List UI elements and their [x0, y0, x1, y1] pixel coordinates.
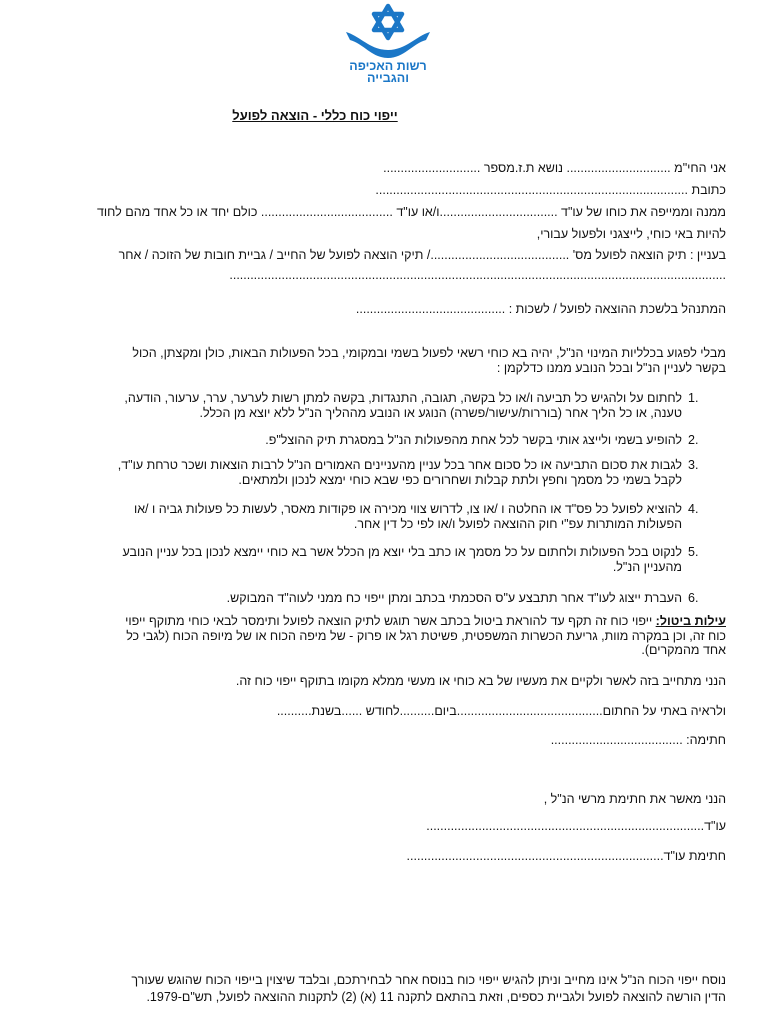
- cancellation-label: עילות ביטול:: [655, 614, 726, 628]
- signature-field[interactable]: חתימה: ......................................: [550, 733, 726, 747]
- attorney-appointment-line[interactable]: ממנה וממייפה את כוחו של עו"ד ..................................ו/או עו"ד ...................................... כולם יחד או כל אחד מהם לחוד: [96, 205, 726, 219]
- item-line: לנקוט בכל הפעולות ולחתום על כל מסמך או כתב בלי יוצא מן הכלל אשר בא כוחי יימצא לנכון בכל עניין הנובע: [122, 545, 682, 559]
- intro-paragraph: [132, 346, 726, 375]
- item-line: העברת ייצוג לעו"ד אחר תתבצע ע"ס הסכמתי בכתב ומתן ייפוי כח ממני לעוה"ד המבוקש.: [226, 591, 682, 605]
- footer-line: נוסח ייפוי הכוח הנ"ל אינו מחייב וניתן להגיש ייפוי כוח בנוסח אחר לבחירתכם, ובלבד שיצוין בייפוי הכוח שהוגש שעורך: [131, 973, 726, 987]
- lawyer-name-field[interactable]: עו"ד................................................................................: [426, 819, 726, 833]
- lawyer-confirmation: הנני מאשר את חתימת מרשי הנ"ל ,: [543, 792, 726, 806]
- confirmation-statement: הנני מתחייב בזה לאשר ולקיים את מעשיו של בא כוחי או מעשי ממלא מקומו בתוקף ייפוי כוח זה.: [235, 674, 726, 688]
- case-number-line[interactable]: בעניין : תיק הוצאה לפועל מס' ......................................../ תיקי הוצאה לפועל של החייב / גביית חובות של הזוכה / אחר: [118, 248, 726, 262]
- item-line: טענה, או כל הליך אחר (בוררות/עישור/פשרה) הנוגע או הנובע מההליך הנ"ל ללא יוצא מן הכלל.: [199, 406, 682, 420]
- item-number: 3.: [688, 458, 699, 472]
- item-number: 1.: [688, 391, 699, 405]
- authority-logo: [340, 2, 436, 86]
- cancellation-grounds: [125, 614, 726, 658]
- item-line: לקבל בשמי כל מסמך וחפץ ולתת קבלות ושחרורים כפי שבא כוחי ימצא לנכון ולמתאים.: [238, 473, 682, 487]
- logo-text-line2: והגבייה: [367, 71, 409, 85]
- cancellation-text: כוח זה, וכן במקרה מוות, גריעת הכשרות המשפטית, פשיטת רגל או פרוק - של מיפה הכוח או של מיופה הכוח (לגבי כל: [126, 628, 726, 643]
- grantor-id-field[interactable]: אני החי"מ .............................. נושא ת.ז.מספר ............................: [383, 161, 726, 175]
- item-number: 2.: [688, 433, 699, 447]
- intro-line: מבלי לפגוע בכלליות המינוי הנ"ל, יהיה בא כוחי רשאי לפעול בשמי ובמקומי, בכל הפעולות הבאות, כולן ומקצתן, הכול: [132, 346, 726, 360]
- item-line: להופיע בשמי ולייצג אותי בקשר לכל אחת מהפעולות הנ"ל במסגרת תיק ההוצל"פ.: [265, 433, 682, 447]
- item-number: 4.: [688, 502, 699, 516]
- case-details-field[interactable]: ...............................................................................................................................................: [229, 268, 726, 282]
- item-line: להוציא לפועל כל פס"ד או החלטה ו /או צו, לדרוש צווי מכירה או פקודות מאסר, לעשות כל פעולות גביה ו /או: [133, 502, 682, 516]
- address-field[interactable]: כתובת ..........................................................................................: [375, 183, 726, 197]
- cancellation-text: אחד מהמקרים).: [641, 643, 726, 657]
- intro-line: בקשר לעניין הנ"ל ובכל הנובע ממנו כדלקמן :: [496, 360, 726, 375]
- cancellation-text: ייפוי כוח זה תקף עד להוראת ביטול בכתב אשר תוגש לתיק הוצאה לפועל ותימסר לבאי כוחי מתוקף ייפוי: [125, 614, 656, 628]
- item-number: 6.: [688, 591, 699, 605]
- item-number: 5.: [688, 545, 699, 559]
- execution-office-field[interactable]: המתנהל בלשכת ההוצאה לפועל / לשכות : ...........................................: [355, 302, 726, 316]
- document-title: ייפוי כוח כללי - הוצאה לפועל: [232, 108, 398, 123]
- item-line: מהעניין הנ"ל.: [612, 560, 682, 574]
- lawyer-signature-field[interactable]: חתימת עו"ד..........................................................................: [406, 849, 726, 863]
- item-line: לחתום על ולהגיש כל תביעה ו/או כל בקשה, תגובה, התנגדות, בקשה למתן רשות לערער, ערר, ערעור, הודעה,: [124, 391, 682, 405]
- star-of-david-boat-logo-icon: [340, 2, 436, 60]
- logo-text-line1: רשות האכיפה: [349, 59, 427, 73]
- item-line: הפעולות המותרות עפ"י חוק ההוצאה לפועל ו/או לפי כל דין אחר.: [353, 517, 682, 531]
- footer-note: [131, 972, 726, 1006]
- witness-date-field[interactable]: ולראיה באתי על החתום..........................................ביום..........לחודש ......בשנת..........: [276, 704, 726, 718]
- item-line: לגבות את סכום התביעה או כל סכום אחר בכל עניין מהעניינים האמורים הנ"ל לרבות הוצאות ושכר טרחת עו"ד,: [117, 458, 682, 472]
- representation-line: להיות באי כוחי, לייצגני ולפעול עבורי,: [536, 227, 726, 241]
- footer-line: הדין הורשה להוצאה לפועל ולגביית כספים, וזאת בהתאם לתקנה 11 (א) (2) לתקנות ההוצאה לפועל, תש"ם-1979.: [146, 990, 726, 1004]
